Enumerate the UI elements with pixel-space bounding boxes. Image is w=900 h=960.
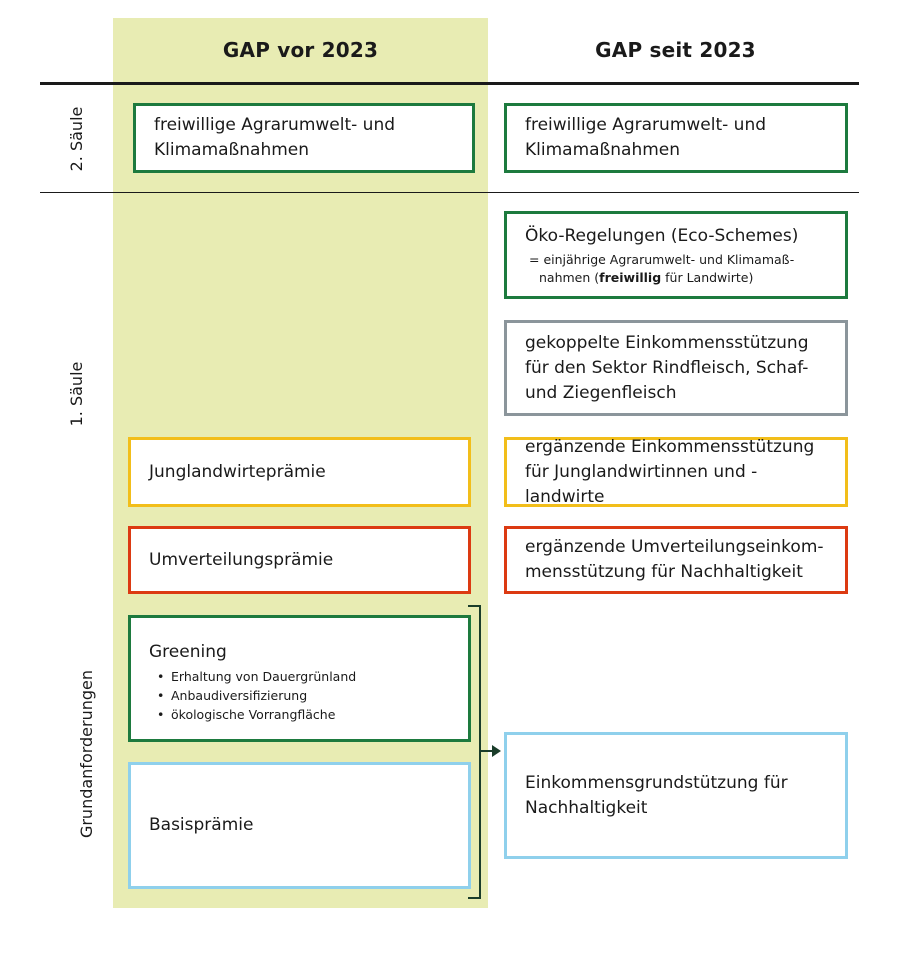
arrow-right-icon: [492, 745, 501, 757]
eco-subtitle: [525, 251, 827, 287]
after-agrar-line1: freiwillige Agrarumwelt- und: [525, 115, 767, 135]
before-jung-label: Junglandwirteprämie: [149, 461, 326, 482]
before-greening-box: [128, 615, 471, 742]
greening-item: • ökologische Vorrangfläche: [171, 705, 450, 724]
eco-sub-pre: nahmen (: [539, 269, 600, 285]
after-agrar-line2: Klimamaßnahmen: [525, 140, 681, 160]
eco-sub-post: für Landwirte): [661, 269, 754, 285]
label-pillar-2: 2. Säule: [67, 106, 86, 172]
grund-line2: Nachhaltigkeit: [525, 797, 648, 818]
before-umverteilung-label: Umverteilungsprämie: [149, 549, 334, 570]
before-basis-label: Basisprämie: [149, 815, 254, 835]
before-basis-box: [128, 762, 471, 889]
eco-title: Öko-Regelungen (Eco-Schemes): [525, 225, 799, 246]
header-before: GAP vor 2023: [222, 38, 379, 62]
greening-item: • Anbaudiversifizierung: [171, 686, 450, 705]
before-agrar-line2: Klimamaßnahmen: [154, 140, 310, 160]
header-divider: [40, 82, 859, 85]
gekoppelt-line1: gekoppelte Einkommensstützung: [525, 332, 809, 353]
before-umverteilung-box: [128, 526, 471, 594]
after-jung-line1: ergänzende Einkommensstützung: [525, 436, 815, 457]
gekoppelt-line2: für den Sektor Rindfleisch, Schaf-: [525, 357, 809, 378]
after-gekoppelt-box: [504, 320, 848, 416]
before-agrar-line1: freiwillige Agrarumwelt- und: [154, 115, 396, 135]
label-grundanforderungen: Grundanforderungen: [77, 669, 96, 839]
eco-sub-line1: = einjährige Agrarumwelt- und Klimamaß-: [529, 251, 795, 267]
after-agrar-box: [504, 103, 848, 173]
after-umverteilung-line1: ergänzende Umverteilungseinkom-: [525, 537, 824, 557]
greening-item: • Erhaltung von Dauergrünland: [171, 667, 450, 686]
before-agrar-box: [133, 103, 475, 173]
header-after: GAP seit 2023: [595, 38, 756, 62]
after-jung-box: [504, 437, 848, 507]
gekoppelt-line3: und Ziegenfleisch: [525, 382, 677, 403]
greening-title: Greening: [149, 642, 227, 662]
after-jung-line2: für Junglandwirtinnen und -landwirte: [525, 461, 758, 507]
after-eco-box: [504, 211, 848, 299]
after-grund-box: [504, 732, 848, 859]
eco-sub-bold: freiwillig: [599, 269, 662, 285]
grouping-bracket: [468, 605, 481, 899]
grund-line1: Einkommensgrundstützung für: [525, 772, 788, 793]
before-jung-box: [128, 437, 471, 507]
pillar-divider: [40, 192, 859, 193]
greening-list: [149, 667, 450, 724]
eco-sub-line2: [529, 269, 827, 287]
after-umverteilung-line2: mensstützung für Nachhaltigkeit: [525, 562, 803, 582]
after-umverteilung-box: [504, 526, 848, 594]
label-pillar-1: 1. Säule: [67, 361, 86, 427]
